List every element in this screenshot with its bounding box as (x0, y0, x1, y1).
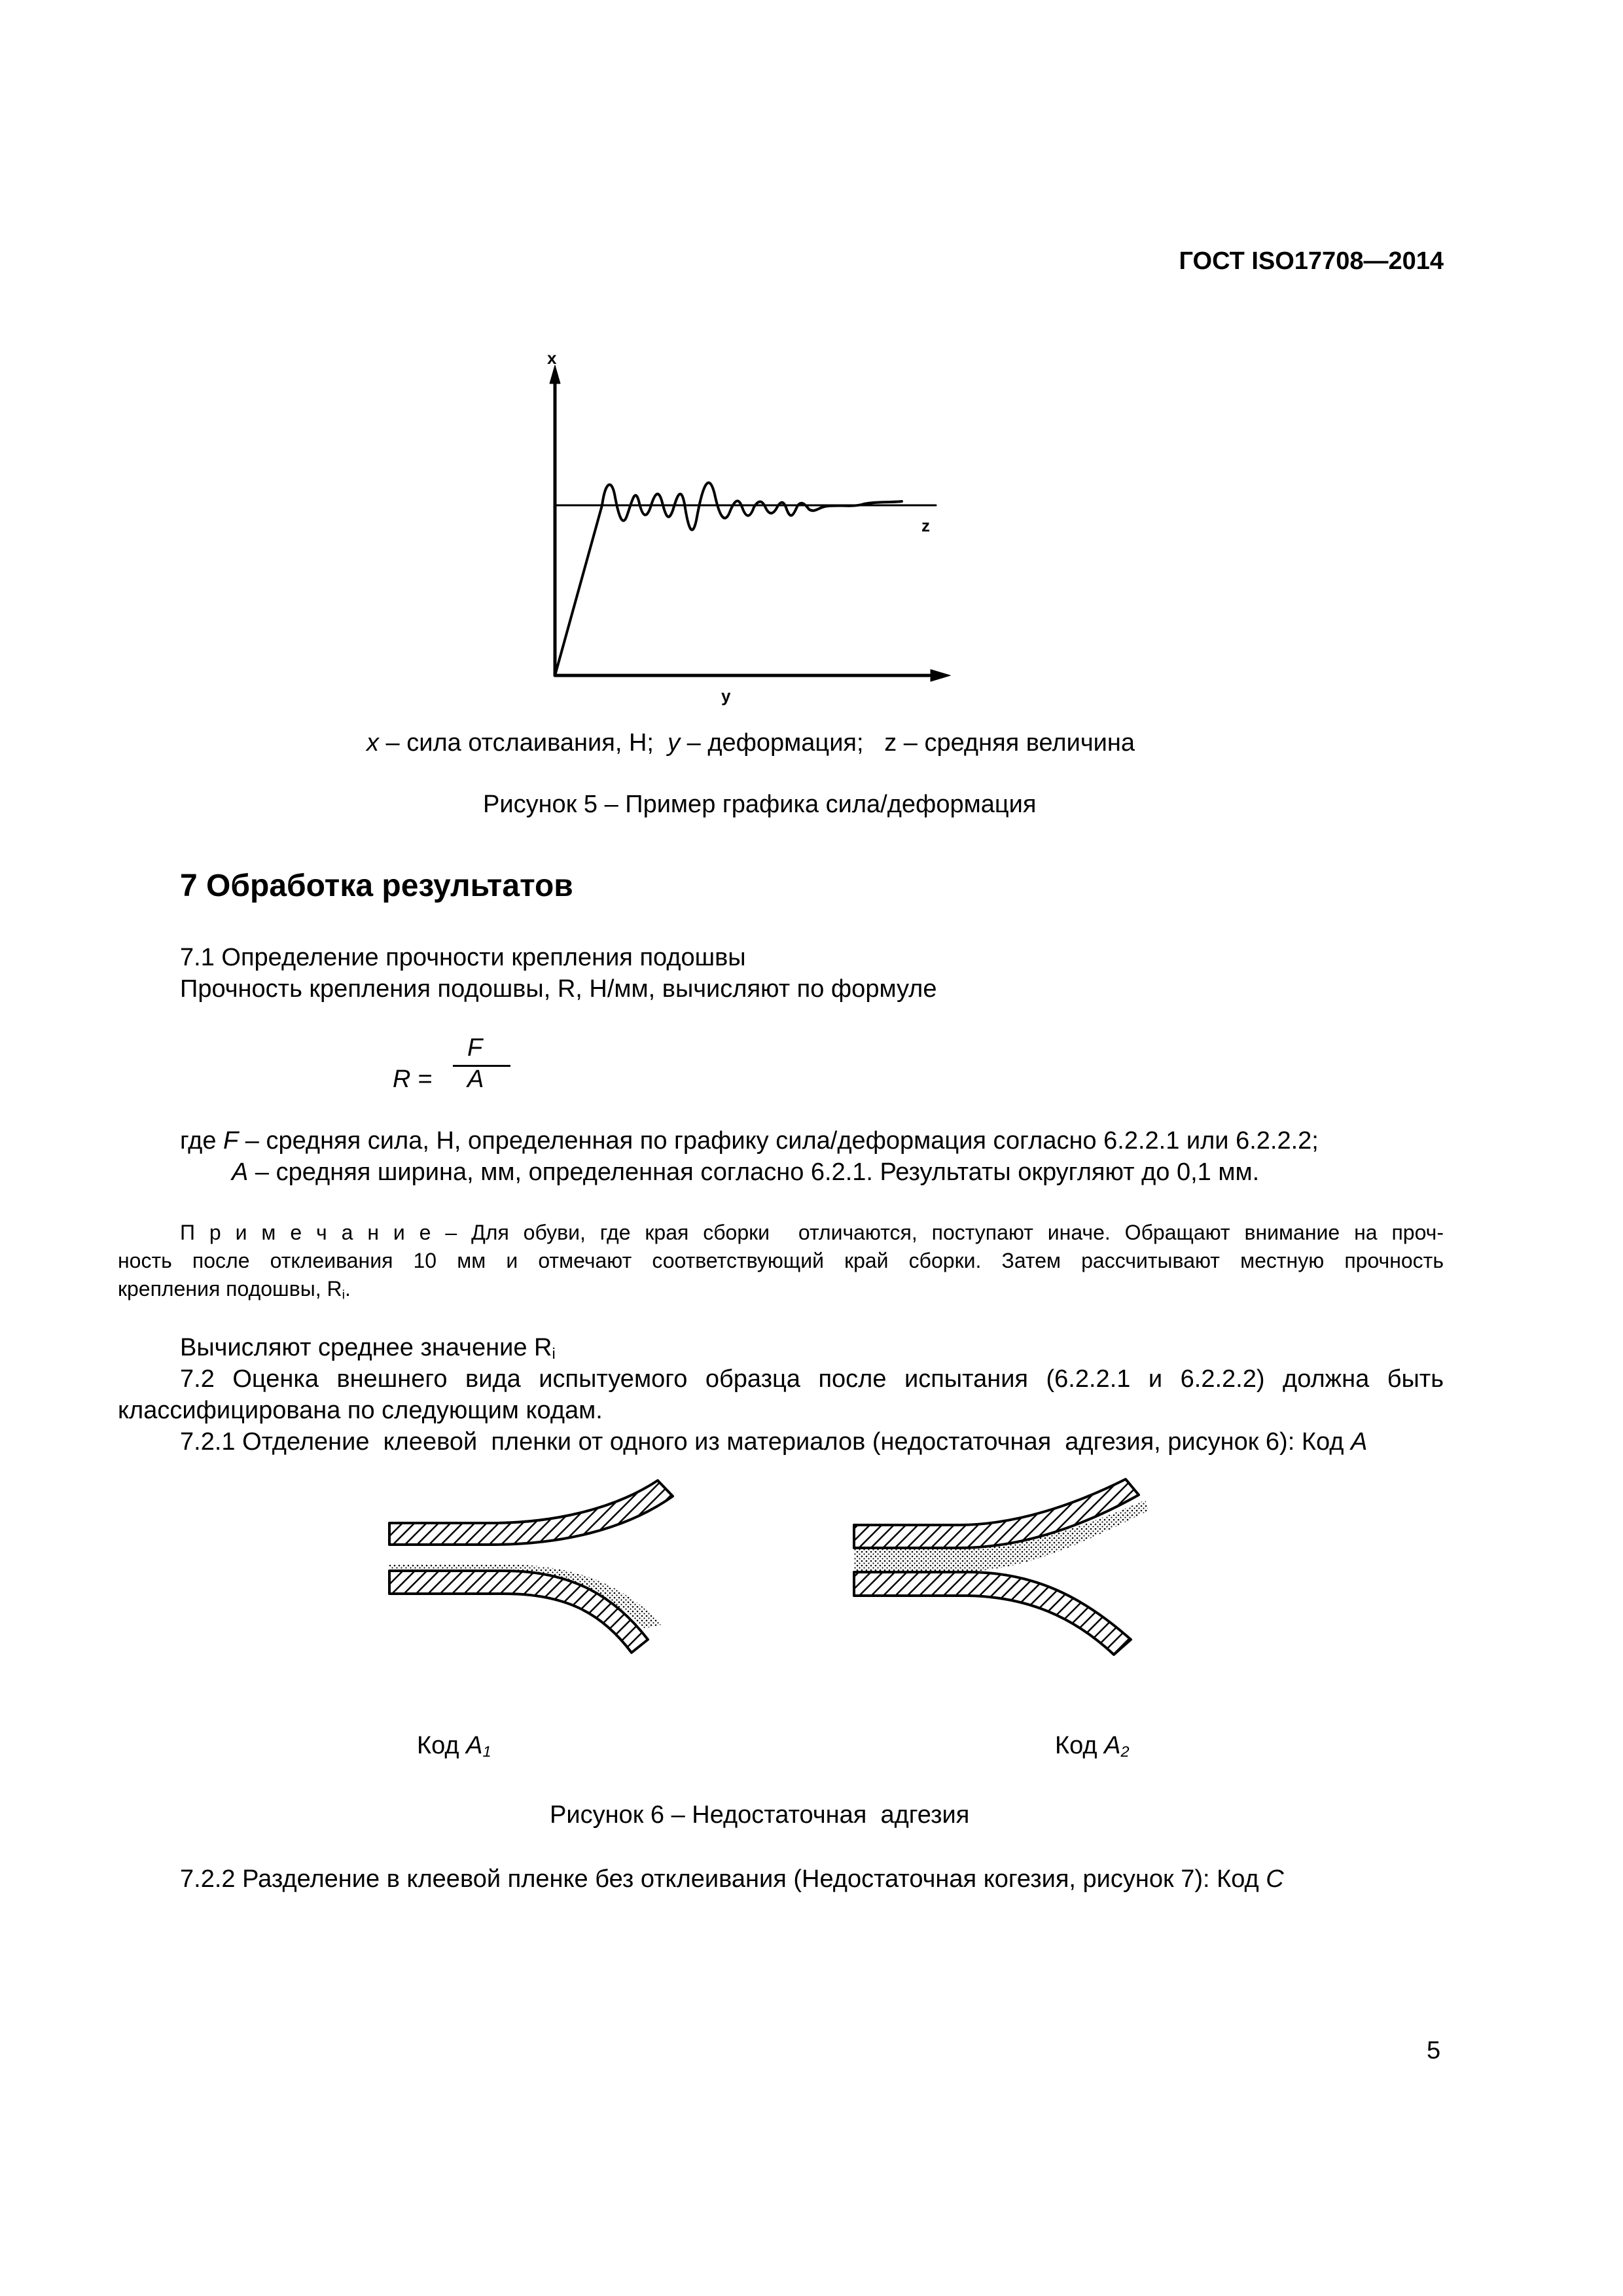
a2-upper-layer (854, 1479, 1139, 1548)
where-a-line (232, 1157, 1259, 1188)
where-a-desc: – средняя ширина, мм, определенная согласно 6.2.1. Результаты округляют до 0,1 мм. (248, 1158, 1260, 1186)
figure-5-legend (366, 728, 1135, 759)
note-line-3 (118, 1275, 351, 1302)
a1-upper-layer (389, 1480, 673, 1545)
code-a1-symbol: A (466, 1732, 483, 1759)
legend-y-desc: – деформация; (680, 729, 885, 757)
para-7-2-2-text: 7.2.2 Разделение в клеевой пленке без отклеивания (Недостаточная когезия, рисунок 7): Код (180, 1865, 1266, 1893)
legend-y-symbol: y (668, 729, 681, 757)
page-number: 5 (1427, 2037, 1441, 2064)
y-axis-arrow (550, 365, 560, 384)
x-axis-arrow (931, 670, 950, 681)
code-a1-subscript: 1 (482, 1743, 491, 1761)
document-code: ГОСТ ISO17708—2014 (1179, 247, 1444, 275)
code-a1-label (417, 1731, 491, 1761)
figure-5-chart (517, 347, 969, 713)
legend-z-text: z – средняя величина (884, 729, 1135, 757)
mean-level-label: z (921, 516, 930, 535)
where-f-desc: – средняя сила, Н, определенная по графику сила/деформация согласно 6.2.2.1 или 6.2.2.2; (238, 1127, 1319, 1155)
para-mean-subscript: i (552, 1345, 556, 1363)
code-a2-prefix: Код (1055, 1732, 1105, 1759)
para-7-2-line-1: 7.2 Оценка внешнего вида испытуемого образца после испытания (6.2.2.1 и 6.2.2.2) должна быть (180, 1365, 1444, 1393)
code-a2-subscript: 2 (1120, 1743, 1130, 1761)
para-7-2-line-2: классифицирована по следующим кодам. (118, 1397, 603, 1424)
code-a2-symbol: A (1104, 1732, 1121, 1759)
formula-lhs: R = (393, 1066, 433, 1093)
note-line-1 (180, 1219, 1444, 1246)
para-7-2-1-code: A (1351, 1428, 1368, 1456)
para-7-1-title: 7.1 Определение прочности крепления подошвы (180, 944, 746, 971)
legend-x-symbol: x (366, 729, 379, 757)
legend-x-desc: – сила отслаивания, Н; (379, 729, 668, 757)
para-7-2-1 (180, 1427, 1367, 1458)
note-label: П р и м е ч а н и е (180, 1221, 431, 1244)
force-curve (555, 482, 902, 675)
where-f-symbol: F (223, 1127, 239, 1155)
para-7-2-2 (180, 1864, 1284, 1895)
where-a-symbol: A (232, 1158, 249, 1186)
note-text-1: – Для обуви, где края сборки отличаются, поступают иначе. Обращают внимание на проч- (431, 1221, 1444, 1244)
code-a1-diagram (389, 1480, 673, 1653)
axis-y-label: y (721, 686, 731, 706)
section-heading: 7 Обработка результатов (180, 869, 573, 903)
where-f-line (180, 1126, 1319, 1157)
figure-5-caption: Рисунок 5 – Пример графика сила/деформация (483, 791, 1037, 818)
a2-lower-layer (854, 1572, 1131, 1655)
figure-6-diagram (380, 1473, 1198, 1708)
formula-numerator: F (467, 1034, 483, 1062)
note-subscript: i (342, 1287, 346, 1302)
code-a1-prefix: Код (417, 1732, 467, 1759)
axis-x-label: x (547, 348, 557, 368)
where-prefix: где (180, 1127, 224, 1155)
formula-denominator: A (467, 1066, 484, 1093)
a1-lower-layer (389, 1571, 648, 1653)
code-a2-label (1055, 1731, 1130, 1761)
para-mean-text: Вычисляют среднее значение R (180, 1334, 552, 1361)
note-text-3-end: . (345, 1277, 351, 1300)
code-a2-diagram (854, 1479, 1149, 1655)
para-7-2-2-code: C (1266, 1865, 1284, 1893)
note-text-3: крепления подошвы, R (118, 1277, 342, 1300)
figure-6-caption: Рисунок 6 – Недостаточная адгезия (550, 1801, 970, 1829)
note-line-2: ность после отклеивания 10 мм и отмечают соответствующий край сборки. Затем рассчитывают местную прочность (118, 1249, 1444, 1272)
para-7-2-1-text: 7.2.1 Отделение клеевой пленки от одного из материалов (недостаточная адгезия, рисунок 6): Код (180, 1428, 1351, 1456)
para-mean (180, 1333, 556, 1363)
para-7-1-text: Прочность крепления подошвы, R, Н/мм, вычисляют по формуле (180, 975, 937, 1003)
